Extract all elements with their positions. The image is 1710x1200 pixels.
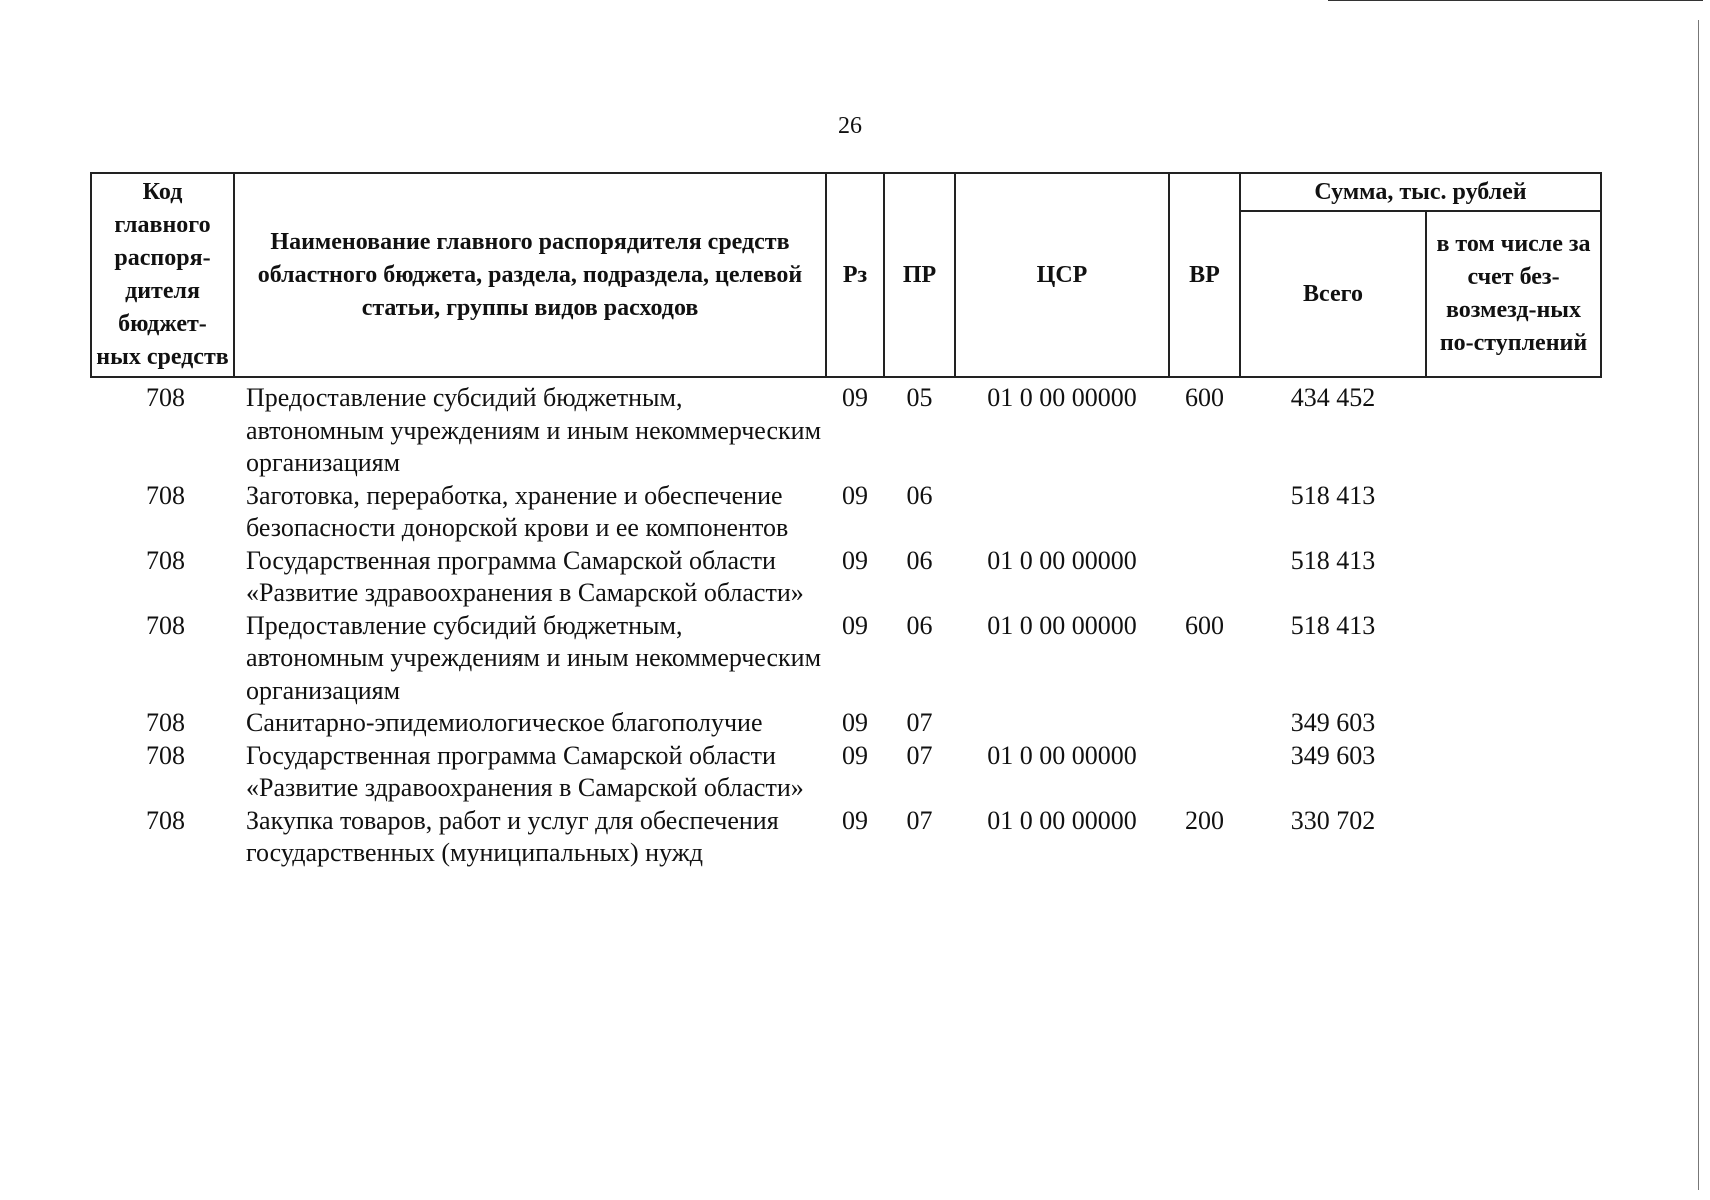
cell-total: 330 702 — [1290, 805, 1376, 835]
cell-name: Государственная программа Самарской области «Развитие здравоохранения в Самарской области» — [246, 740, 804, 802]
header-csr: ЦСР — [955, 173, 1169, 377]
cell-name: Закупка товаров, работ и услуг для обеспечения государственных (муниципальных) нужд — [246, 805, 779, 867]
cell-free — [1426, 740, 1601, 805]
header-name: Наименование главного распорядителя средств областного бюджета, раздела, подраздела, целевой статьи, группы видов расходов — [234, 173, 826, 377]
cell-total: 518 413 — [1290, 480, 1376, 510]
table-row — [91, 545, 1601, 610]
cell-name: Предоставление субсидий бюджетным, автономным учреждениям и иным некоммерческим организациям — [246, 383, 822, 477]
cell-total: 434 452 — [1290, 383, 1376, 412]
cell-code: 708 — [146, 805, 185, 835]
cell-csr: 01 0 00 00000 — [987, 545, 1137, 575]
header-free: в том числе за счет без-возмезд-ных по-ступлений — [1426, 211, 1601, 377]
cell-code: 708 — [146, 708, 185, 737]
header-pr: ПР — [884, 173, 955, 377]
cell-total: 349 603 — [1290, 708, 1376, 737]
table-header — [91, 173, 1601, 377]
cell-vr — [1169, 707, 1240, 740]
cell-total: 349 603 — [1290, 740, 1376, 770]
table-row — [91, 610, 1601, 708]
cell-code: 708 — [146, 740, 185, 770]
header-vr: ВР — [1169, 173, 1240, 377]
cell-vr: 600 — [1185, 383, 1224, 412]
cell-code: 708 — [146, 545, 185, 575]
cell-rz: 09 — [842, 610, 868, 640]
cell-csr: 01 0 00 00000 — [987, 383, 1137, 412]
cell-vr — [1169, 740, 1240, 805]
header-total: Всего — [1240, 211, 1426, 377]
cell-pr: 05 — [906, 383, 933, 412]
cell-rz: 09 — [842, 480, 868, 510]
budget-table — [90, 172, 1602, 870]
header-code: Код главного распоря-дителя бюджет-ных средств — [91, 173, 234, 377]
table-row — [91, 707, 1601, 740]
cell-free — [1426, 707, 1601, 740]
cell-rz: 09 — [842, 740, 868, 770]
cell-free — [1426, 545, 1601, 610]
cell-csr — [955, 480, 1169, 545]
table-row — [91, 805, 1601, 870]
cell-total: 518 413 — [1290, 545, 1376, 575]
cell-pr: 07 — [906, 740, 933, 770]
cell-name: Санитарно-эпидемиологическое благополучие — [246, 708, 763, 737]
page-number: 26 — [838, 113, 862, 139]
cell-rz: 09 — [842, 383, 868, 412]
cell-csr: 01 0 00 00000 — [987, 740, 1137, 770]
cell-rz: 09 — [842, 545, 868, 575]
cell-free — [1426, 610, 1601, 708]
cell-csr: 01 0 00 00000 — [987, 805, 1137, 835]
table-row — [91, 740, 1601, 805]
cell-vr: 200 — [1185, 805, 1224, 835]
cell-rz: 09 — [842, 708, 868, 737]
cell-code: 708 — [146, 480, 185, 510]
top-edge-rule — [1328, 0, 1703, 1]
cell-code: 708 — [146, 383, 185, 412]
header-rz: Рз — [826, 173, 884, 377]
cell-pr: 07 — [906, 805, 933, 835]
cell-vr — [1169, 545, 1240, 610]
header-sum: Сумма, тыс. рублей — [1240, 173, 1601, 211]
cell-csr: 01 0 00 00000 — [987, 610, 1137, 640]
cell-vr: 600 — [1185, 610, 1224, 640]
table-row — [91, 480, 1601, 545]
cell-name: Государственная программа Самарской области «Развитие здравоохранения в Самарской области» — [246, 545, 804, 607]
cell-pr: 06 — [906, 545, 933, 575]
cell-free — [1426, 805, 1601, 870]
cell-name: Заготовка, переработка, хранение и обеспечение безопасности донорской крови и ее компонентов — [246, 480, 789, 542]
cell-pr: 07 — [906, 708, 933, 737]
cell-code: 708 — [146, 610, 185, 640]
cell-csr — [955, 707, 1169, 740]
cell-free — [1426, 480, 1601, 545]
cell-pr: 06 — [906, 610, 933, 640]
table-body — [91, 377, 1601, 870]
table-row — [91, 377, 1601, 480]
cell-rz: 09 — [842, 805, 868, 835]
cell-total: 518 413 — [1290, 610, 1376, 640]
cell-pr: 06 — [906, 480, 933, 510]
scan-right-edge — [1698, 20, 1699, 1190]
cell-free — [1426, 377, 1601, 480]
cell-name: Предоставление субсидий бюджетным, автономным учреждениям и иным некоммерческим организациям — [246, 610, 822, 705]
cell-vr — [1169, 480, 1240, 545]
